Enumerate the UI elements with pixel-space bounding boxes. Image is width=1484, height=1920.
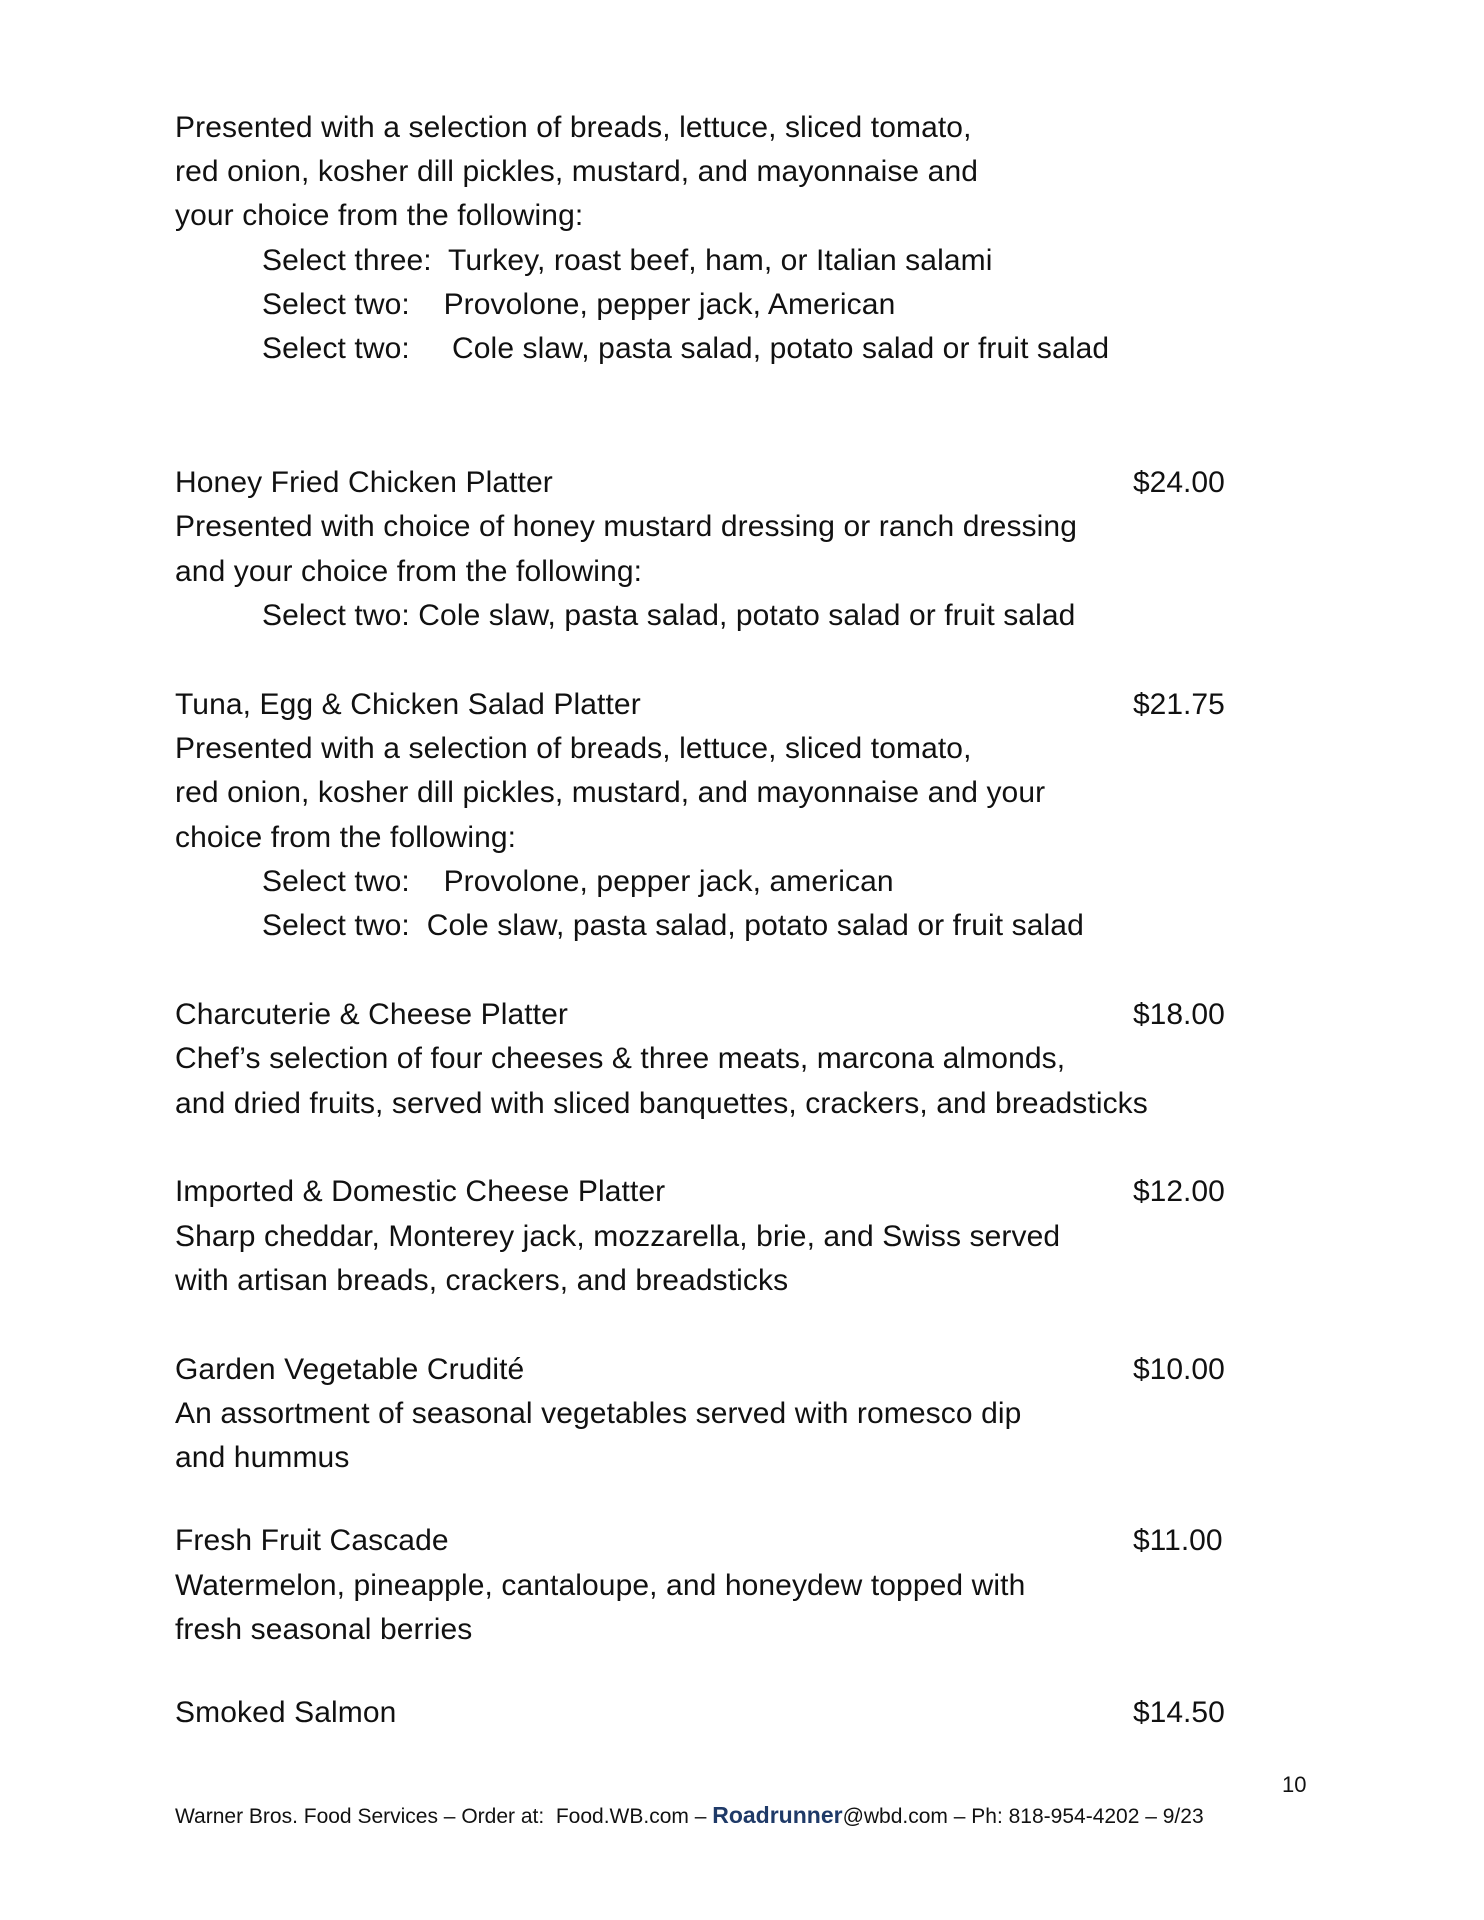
item-name: Charcuterie & Cheese Platter: [175, 998, 568, 1031]
footer-suffix: @wbd.com – Ph: 818-954-4202 – 9/23: [842, 1805, 1204, 1828]
item-name: Garden Vegetable Crudité: [175, 1353, 525, 1386]
footer-brand: Roadrunner: [712, 1802, 843, 1828]
intro-option: Select two: Cole slaw, pasta salad, potato salad or fruit salad: [262, 332, 1110, 365]
item-description: choice from the following:: [175, 821, 517, 854]
item-description: and your choice from the following:: [175, 555, 643, 588]
item-description: with artisan breads, crackers, and breadsticks: [175, 1264, 789, 1297]
item-price: $24.00: [1133, 466, 1225, 499]
intro-line: your choice from the following:: [175, 199, 584, 232]
item-name: Imported & Domestic Cheese Platter: [175, 1175, 666, 1208]
intro-line: Presented with a selection of breads, lettuce, sliced tomato,: [175, 111, 972, 144]
item-description: Chef’s selection of four cheeses & three meats, marcona almonds,: [175, 1042, 1066, 1075]
item-option: Select two: Provolone, pepper jack, american: [262, 865, 894, 898]
item-description: Presented with choice of honey mustard dressing or ranch dressing: [175, 510, 1077, 543]
page-number: 10: [1282, 1772, 1307, 1797]
item-price: $21.75: [1133, 688, 1225, 721]
intro-line: red onion, kosher dill pickles, mustard, and mayonnaise and: [175, 155, 979, 188]
item-description: Watermelon, pineapple, cantaloupe, and honeydew topped with: [175, 1569, 1026, 1602]
item-name: Fresh Fruit Cascade: [175, 1524, 449, 1557]
intro-option: Select three: Turkey, roast beef, ham, or Italian salami: [262, 244, 993, 277]
item-description: red onion, kosher dill pickles, mustard, and mayonnaise and your: [175, 776, 1046, 809]
item-name: Honey Fried Chicken Platter: [175, 466, 553, 499]
item-price: $18.00: [1133, 998, 1225, 1031]
item-option: Select two: Cole slaw, pasta salad, potato salad or fruit salad: [262, 599, 1076, 632]
footer-prefix: Warner Bros. Food Services – Order at: Food.WB.com –: [175, 1805, 713, 1828]
item-price: $12.00: [1133, 1175, 1225, 1208]
item-description: and dried fruits, served with sliced banquettes, crackers, and breadsticks: [175, 1087, 1148, 1120]
item-name: Smoked Salmon: [175, 1696, 397, 1729]
footer: [175, 1800, 1204, 1832]
item-description: and hummus: [175, 1441, 350, 1474]
intro-option: Select two: Provolone, pepper jack, American: [262, 288, 896, 321]
item-price: $14.50: [1133, 1696, 1225, 1729]
item-price: $10.00: [1133, 1353, 1225, 1386]
item-description: An assortment of seasonal vegetables served with romesco dip: [175, 1397, 1022, 1430]
item-name: Tuna, Egg & Chicken Salad Platter: [175, 688, 641, 721]
item-option: Select two: Cole slaw, pasta salad, potato salad or fruit salad: [262, 909, 1084, 942]
item-price: $11.00: [1133, 1524, 1223, 1557]
item-description: fresh seasonal berries: [175, 1613, 473, 1646]
item-description: Presented with a selection of breads, lettuce, sliced tomato,: [175, 732, 972, 765]
item-description: Sharp cheddar, Monterey jack, mozzarella, brie, and Swiss served: [175, 1220, 1061, 1253]
